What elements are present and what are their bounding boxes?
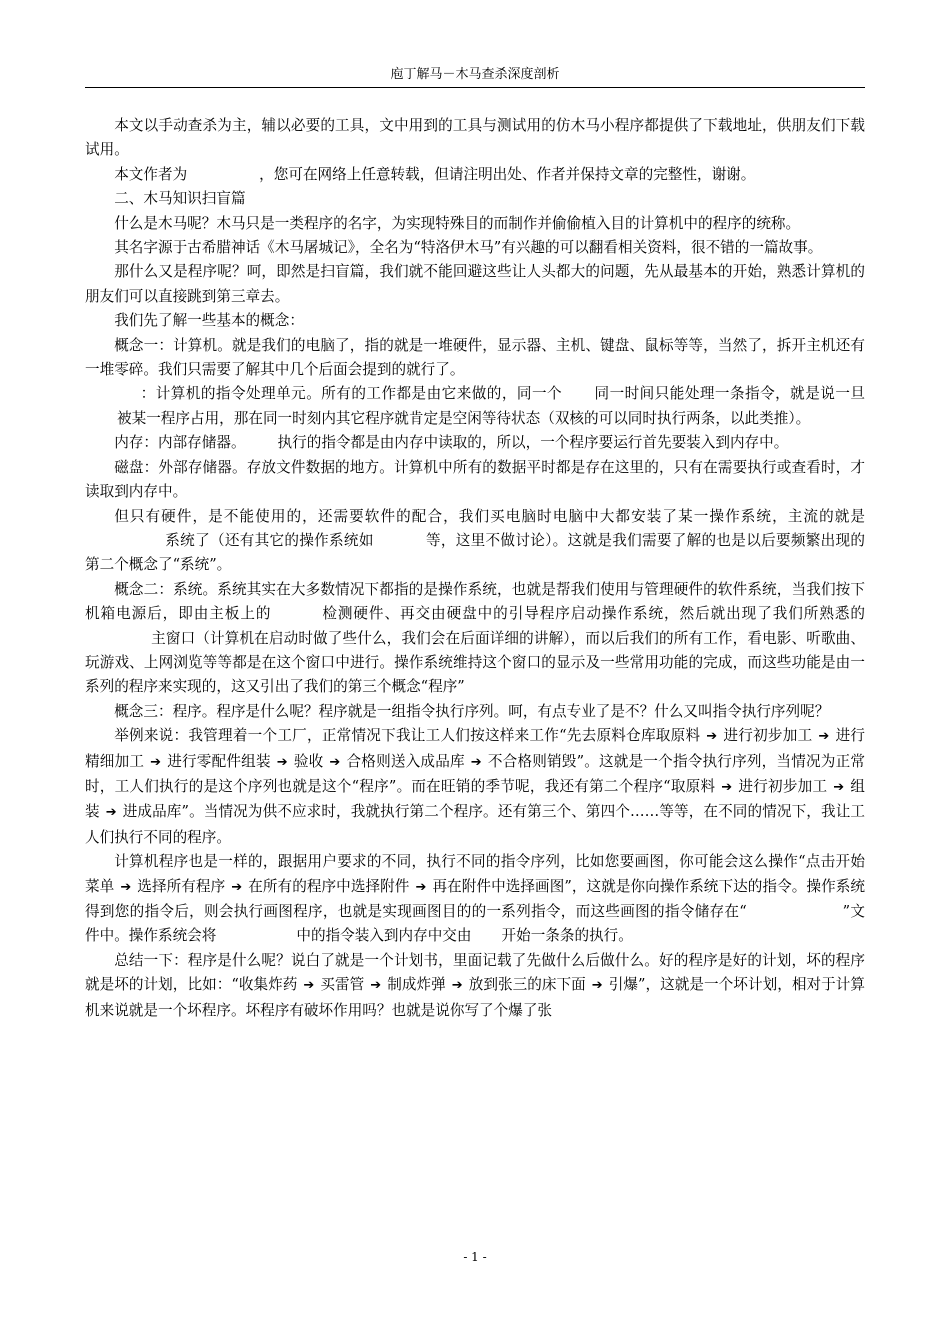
arrow-icon: ➔ [451, 978, 463, 994]
paragraph: 磁盘：外部存储器。存放文件数据的地方。计算机中所有的数据平时都是存在这里的，只有在需要执行或查看时，才读取到内存中。 [85, 458, 865, 501]
header-divider [85, 87, 865, 88]
text: 进行初步加工 [723, 727, 813, 745]
paragraph [85, 724, 865, 850]
paragraph: 其名字源于古希腊神话《木马屠城记》，全名为“特洛伊木马”有兴趣的可以翻看相关资料，很不错的一篇故事。 [114, 239, 823, 257]
text: 合格则送入成品库 [346, 752, 465, 770]
paragraph: 概念一：计算机。就是我们的电脑了，指的就是一堆硬件，显示器、主机、键盘、鼠标等等，当然了，拆开主机还有一堆零碎。我们只需要了解其中几个后面会提到的就行了。 [85, 336, 865, 379]
arrow-icon: ➔ [303, 978, 315, 994]
text: 中的指令装入到内存中交由 [296, 927, 472, 945]
text: 放到张三的床下面 [468, 976, 586, 994]
page-number: - 1 - [463, 1250, 487, 1264]
text: ：计算机的指令处理单元。所有的工作都是由它来做的，同一个 [140, 385, 563, 403]
arrow-icon: ➔ [370, 978, 382, 994]
text: 但只有硬件，是不能使用的，还需要软件的配合，我们买电脑时电脑中大都安装了某一操作系统，主流的就是 [114, 507, 865, 525]
document-body [85, 114, 865, 1023]
text: 执行的指令都是由内存中读取的，所以，一个程序要运行首先要装入到内存中。 [277, 434, 789, 452]
paragraph: 本文以手动查杀为主，辅以必要的工具，文中用到的工具与测试用的仿木马小程序都提供了下载地址，供朋友们下载试用。 [85, 117, 865, 159]
text: 检测硬件、再交由硬盘中的引导程序启动操作系统，然后就出现了我们所熟悉的 [321, 605, 865, 623]
text: 不合格则销毁”。这就是一个指令执行序列，当情况为正常时，工人们执行的是这个序列也就是这个“程序”。而在旺销的季节呢，我还有第二个程序“取原料 [85, 752, 865, 795]
paragraph [85, 163, 865, 187]
paragraph: 概念三：程序。程序是什么呢？程序就是一组指令执行序列。呵，有点专业了是不？什么又叫指令执行序列呢？ [114, 702, 830, 720]
text: ，您可在网络上任意转载，但请注明出处、作者并保持文章的完整性，谢谢。 [259, 165, 756, 183]
text: 同一时间只能处理一条指令，就是说一旦 [594, 385, 865, 403]
arrow-icon: ➔ [706, 729, 718, 745]
text: 被某一程序占用，那在同一时刻内其它程序就肯定是空闲等待状态（双核的可以同时执行两条，以此类推）。 [117, 409, 811, 427]
paragraph [85, 382, 865, 431]
paragraph [85, 578, 865, 700]
text: 验收 [293, 752, 324, 770]
paragraph [85, 949, 865, 1023]
text: 概念二：系统。系统其实在大多数情况下都指的是操作系统，也就是帮我们使用与管理硬件的软件系统，当我们按下机箱电源后，即由主板上的 [85, 580, 865, 623]
text: 再在附件中选择画图”，这就是你向操作系统下达的指令。操作系统得到您的指令后，则会执行画图程序，也就是实现画图目的的一系列指令，而这些画图的指令储存在“ [85, 877, 865, 920]
text: ”文件中。操作系统会将 [85, 903, 866, 945]
text: 开始一条条的执行。 [501, 927, 633, 945]
text: 系统了（还有其它的操作系统如 [165, 531, 374, 549]
arrow-icon: ➔ [105, 805, 117, 821]
text: 内存：内部存储器。 [114, 434, 246, 452]
arrow-icon: ➔ [591, 978, 603, 994]
text: 进成品库”。当情况为供不应求时，我就执行第二个程序。还有第三个、第四个……等等，在不同的情况下，我让工人们执行不同的程序。 [85, 803, 865, 846]
text: 计算机程序也是一样的，跟据用户要求的不同，执行不同的指令序列，比如您要画图，你可能会这么操作“点击开始菜单 [85, 853, 865, 895]
text: 进行初步加工 [738, 777, 828, 795]
page-header: 庖丁解马－木马查杀深度剖析 [390, 67, 560, 82]
arrow-icon: ➔ [721, 779, 733, 795]
arrow-icon: ➔ [120, 879, 132, 895]
text: 买雷管 [320, 976, 365, 994]
text: 本文作者为 [114, 165, 188, 183]
text: 在所有的程序中选择附件 [248, 877, 410, 895]
text: 总结一下：程序是什么呢？说白了就是一个计划书，里面记载了先做什么后做什么。好的程序是好的计划，坏的程序就是坏的计划，比如：“收集炸药 [85, 951, 865, 994]
paragraph: 什么是木马呢？木马只是一类程序的名字，为实现特殊目的而制作并偷偷植入目的计算机中的程序的统称。 [114, 214, 801, 232]
text: 进行零配件组装 [167, 752, 271, 770]
paragraph [85, 505, 865, 578]
text: 选择所有程序 [137, 877, 226, 895]
arrow-icon: ➔ [415, 879, 427, 895]
arrow-icon: ➔ [470, 754, 482, 770]
paragraph: 那什么又是程序呢？呵，即然是扫盲篇，我们就不能回避这些让人头都大的问题，先从最基本的开始，熟悉计算机的朋友们可以直接跳到第三章去。 [85, 263, 865, 305]
section-heading: 二、木马知识扫盲篇 [114, 190, 246, 208]
text: 举例来说：我管理着一个工厂，正常情况下我让工人们按这样来工作“先去原料仓库取原料 [114, 727, 701, 745]
text: 组装 [85, 777, 865, 821]
text: 引爆”，这就是一个坏计划，相对于计算机来说就是一个坏程序。坏程序有破坏作用吗？也就是说你写了个爆了张 [85, 976, 865, 1019]
arrow-icon: ➔ [833, 779, 845, 795]
text: 主窗口（计算机在启动时做了些什么，我们会在后面详细的讲解），而以后我们的所有工作，看电影、听歌曲、玩游戏、上网浏览等等都是在这个窗口中进行。操作系统维持这个窗口的显示及一些常用功能的完成，而这些功能是由一系列的程序来实现的，这又引出了我们的第三个概念“程序” [85, 629, 865, 696]
arrow-icon: ➔ [150, 754, 162, 770]
text: 进行精细加工 [85, 727, 865, 770]
text: 等，这里不做讨论）。这就是我们需要了解的也是以后要频繁出现的第二个概念了“系统”。 [85, 531, 865, 574]
arrow-icon: ➔ [329, 754, 341, 770]
arrow-icon: ➔ [231, 879, 243, 895]
paragraph: 我们先了解一些基本的概念： [114, 312, 304, 330]
text: 制成炸弹 [387, 976, 446, 994]
arrow-icon: ➔ [818, 729, 830, 745]
paragraph [85, 431, 865, 455]
paragraph [85, 850, 865, 949]
arrow-icon: ➔ [276, 754, 288, 770]
